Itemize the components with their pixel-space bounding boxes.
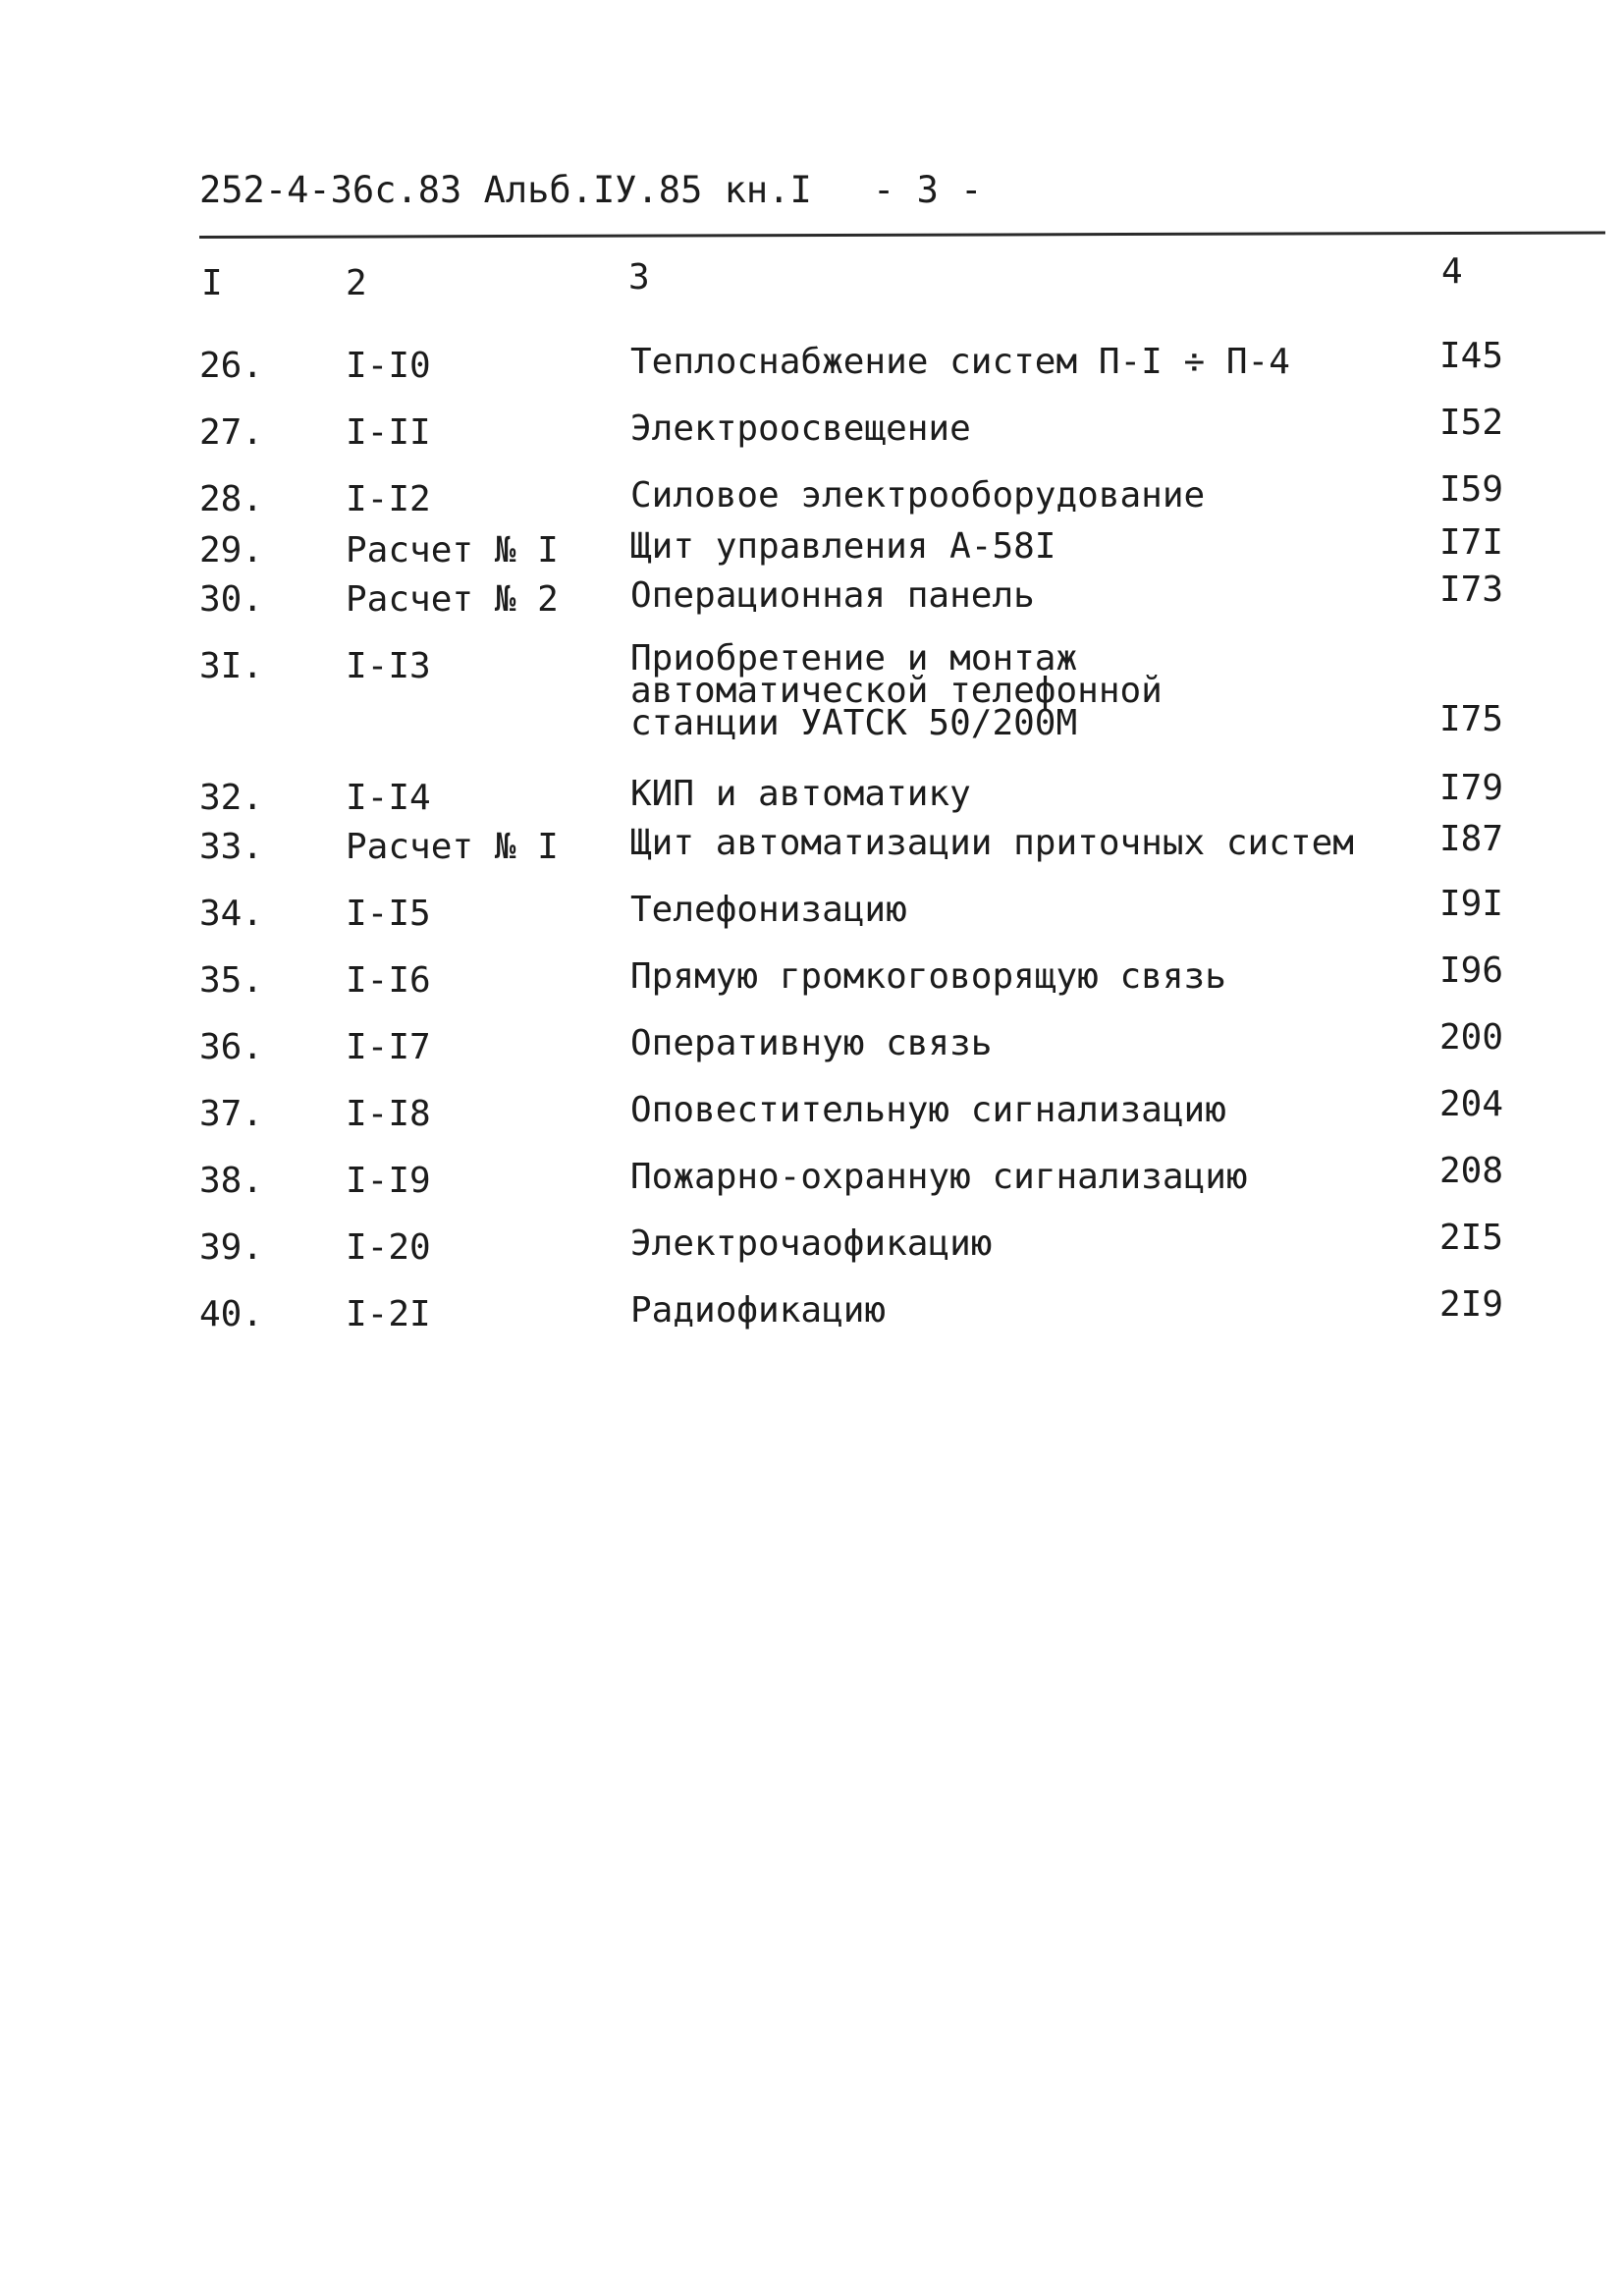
row-number: 28. [199, 479, 264, 519]
row-page: 2I9 [1439, 1284, 1504, 1325]
row-page: I9I [1439, 884, 1504, 924]
row-title: Оповестительную сигнализацию [630, 1090, 1226, 1130]
row-number: 35. [199, 960, 264, 1001]
column-header-4: 4 [1441, 251, 1463, 292]
row-page: I52 [1439, 403, 1504, 443]
row-number: 37. [199, 1094, 264, 1134]
column-header-3: 3 [628, 257, 650, 298]
row-page: I79 [1439, 768, 1504, 808]
row-title: Телефонизацию [630, 890, 907, 930]
row-code: I-I3 [346, 646, 431, 686]
row-page: 204 [1439, 1084, 1504, 1124]
page-header [199, 169, 982, 211]
row-title: Силовое электрооборудование [630, 475, 1206, 516]
row-page: I96 [1439, 951, 1504, 991]
row-code: I-I5 [346, 894, 431, 934]
row-title: Радиофикацию [630, 1290, 887, 1331]
row-code: I-I0 [346, 346, 431, 386]
document-code: 252-4-36с.83 Альб.IУ.85 кн.I [199, 169, 812, 211]
row-title: КИП и автоматику [630, 774, 971, 814]
row-number: 38. [199, 1161, 264, 1201]
row-number: 39. [199, 1227, 264, 1268]
row-code: I-20 [346, 1227, 431, 1268]
row-number: 33. [199, 827, 264, 867]
row-title: Щит автоматизации приточных систем [630, 823, 1354, 863]
row-title: Пожарно-охранную сигнализацию [630, 1157, 1248, 1197]
row-code: Расчет № I [346, 530, 559, 570]
row-code: I-I8 [346, 1094, 431, 1134]
row-code: I-I7 [346, 1027, 431, 1067]
row-page: 200 [1439, 1017, 1504, 1058]
row-title: Операционная панель [630, 575, 1035, 616]
row-title: Приобретение и монтаж автоматической телефонной станции УАТСК 50/200М [630, 638, 1163, 743]
row-page: I45 [1439, 336, 1504, 376]
row-number: 27. [199, 412, 264, 453]
row-number: 32. [199, 778, 264, 818]
row-code: Расчет № I [346, 827, 559, 867]
row-title: Электроосвещение [630, 408, 971, 449]
row-title: Оперативную связь [630, 1023, 993, 1063]
row-number: 26. [199, 346, 264, 386]
row-number: 30. [199, 579, 264, 620]
row-number: 3I. [199, 646, 264, 686]
row-code: I-I2 [346, 479, 431, 519]
row-page: I87 [1439, 819, 1504, 859]
row-title: Теплоснабжение систем П-I ÷ П-4 [630, 342, 1290, 382]
row-number: 34. [199, 894, 264, 934]
row-code: I-I9 [346, 1161, 431, 1201]
row-page: 2I5 [1439, 1218, 1504, 1258]
row-code: I-II [346, 412, 431, 453]
column-header-2: 2 [346, 263, 367, 303]
header-rule [199, 232, 1605, 239]
row-page: I59 [1439, 469, 1504, 510]
row-title: Электрочаофикацию [630, 1223, 993, 1264]
row-number: 40. [199, 1294, 264, 1334]
row-title: Щит управления А-58I [630, 526, 1056, 567]
row-code: I-I4 [346, 778, 431, 818]
row-page: I75 [1439, 699, 1504, 739]
row-code: Расчет № 2 [346, 579, 559, 620]
row-code: I-2I [346, 1294, 431, 1334]
page-number: - 3 - [873, 169, 983, 211]
row-title: Прямую громкоговорящую связь [630, 956, 1226, 997]
row-page: 208 [1439, 1151, 1504, 1191]
row-page: I73 [1439, 570, 1504, 610]
row-number: 36. [199, 1027, 264, 1067]
row-code: I-I6 [346, 960, 431, 1001]
column-header-1: I [201, 263, 223, 303]
row-number: 29. [199, 530, 264, 570]
row-page: I7I [1439, 522, 1504, 563]
